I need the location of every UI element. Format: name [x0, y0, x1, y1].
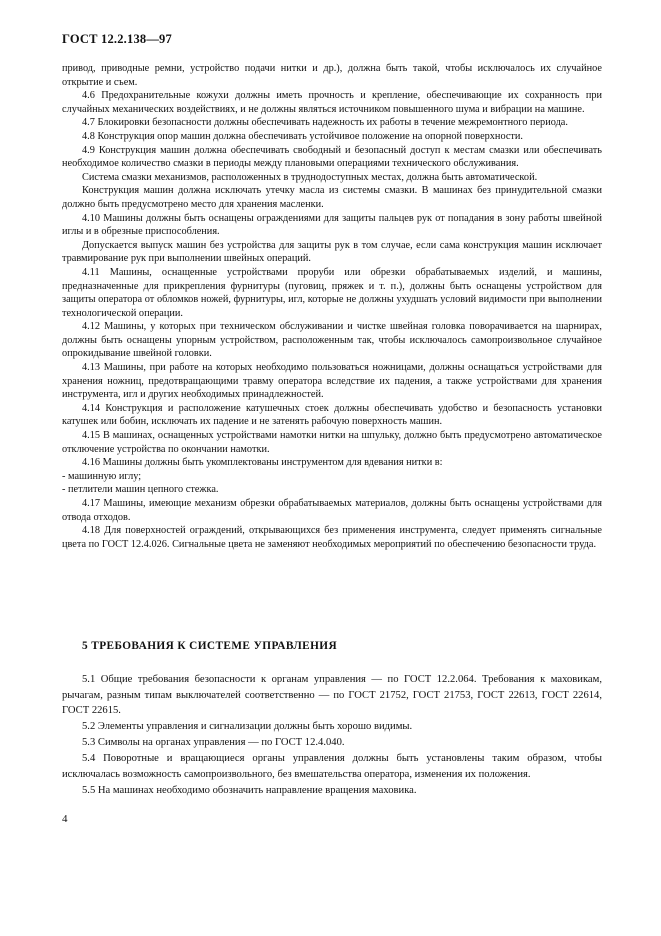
paragraph: 5.3 Символы на органах управления — по ГОСТ 12.4.040. [82, 737, 345, 749]
paragraph: 4.17 Машины, имеющие механизм обрезки обрабатываемых материалов, должны быть оснащены устройствами для отвода отходов. [62, 498, 602, 523]
section-title: 5 ТРЕБОВАНИЯ К СИСТЕМЕ УПРАВЛЕНИЯ [82, 640, 338, 652]
paragraph: 4.14 Конструкция и расположение катушечных стоек должны обеспечивать удобство и безопасность установки катушек или бобин, исключать их падение и не затенять рабочую поверхность машин. [62, 402, 602, 428]
paragraph: 4.15 В машинах, оснащенных устройствами намотки нитки на шпульку, должно быть предусмотрено автоматическое отключение устройства по окончании намотки. [62, 430, 602, 455]
section-5-body [62, 672, 602, 799]
paragraph: 4.6 Предохранительные кожухи должны иметь прочность и крепление, обеспечивающие их сохранность при случайных механических воздействиях, и не должны являться источником повышенного шума и вибрации на машине. [62, 90, 602, 115]
paragraph: привод, приводные ремни, устройство подачи нитки и др.), должна быть такой, чтобы исключалось их случайное открытие и съем. [62, 63, 602, 88]
section-4-body [62, 62, 602, 551]
list-item: - петлители машин цепного стежка. [62, 484, 219, 496]
page-number: 4 [62, 813, 68, 825]
paragraph: 4.9 Конструкция машин должна обеспечивать свободный и безопасный доступ к местам смазки или обеспечивать необходимое количество смазки в периоды между плановыми операциями технического обслуживания. [62, 144, 602, 170]
paragraph: 5.1 Общие требования безопасности к органам управления — по ГОСТ 12.2.064. Требования к маховикам, рычагам, разным типам выключателей соответственно — по ГОСТ 21752, ГОСТ 21753, ГОСТ 22613, ГОСТ 22614, ГОСТ 22615. [62, 674, 602, 717]
paragraph: 4.13 Машины, при работе на которых необходимо пользоваться ножницами, должны оснащаться устройствами для хранения ножниц, предотвращающими травму оператора вследствие их падения, а также устройствами для хранения инструмента, игл и других необходимых принадлежностей. [62, 362, 602, 401]
paragraph: 4.16 Машины должны быть укомплектованы инструментом для вдевания нитки в: [82, 457, 443, 469]
paragraph: 4.12 Машины, у которых при техническом обслуживании и чистке швейная головка поворачивается на шарнирах, должны быть оснащены упорным устройством, расположенным так, чтобы исключалось самопроизвольное случайное опрокидывание швейной головки. [62, 321, 602, 360]
document-header: ГОСТ 12.2.138—97 [62, 32, 172, 46]
paragraph: 4.7 Блокировки безопасности должны обеспечивать надежность их работы в течение межремонтного периода. [82, 117, 568, 129]
paragraph: Допускается выпуск машин без устройства для защиты рук в том случае, если сама конструкция машин исключает травмирование рук при выполнении швейных операций. [62, 239, 602, 265]
paragraph: 5.5 На машинах необходимо обозначить направление вращения маховика. [82, 785, 417, 797]
paragraph: 4.18 Для поверхностей ограждений, открывающихся без применения инструмента, следует применять сигнальные цвета по ГОСТ 12.4.026. Сигнальные цвета не заменяют необходимых мероприятий по обеспечению безопасности труда. [62, 525, 602, 550]
paragraph: 5.2 Элементы управления и сигнализации должны быть хорошо видимы. [82, 721, 413, 733]
paragraph: 5.4 Поворотные и вращающиеся органы управления должны быть установлены таким образом, чтобы исключалась возможность самопроизвольного, без вмешательства оператора, изменения их положения. [62, 753, 602, 781]
paragraph: Система смазки механизмов, расположенных в труднодоступных местах, должна быть автоматической. [82, 171, 538, 183]
paragraph: 4.8 Конструкция опор машин должна обеспечивать устойчивое положение на опорной поверхности. [82, 130, 524, 142]
paragraph: 4.10 Машины должны быть оснащены ограждениями для защиты пальцев рук от попадания в зону работы швейной иглы и в обрезные приспособления. [62, 212, 602, 238]
list-item: - машинную иглу; [62, 470, 142, 482]
paragraph: 4.11 Машины, оснащенные устройствами проруби или обрезки обрабатываемых изделий, и машины, предназначенные для прикрепления фурнитуры (пуговиц, пряжек и т. п.), должны быть оснащены устройством для защиты оператора от обломков ножей, фурнитуры, игл, которые не должны ухудшать условий видимости при выполнении технологической операции. [62, 266, 602, 319]
paragraph: Конструкция машин должна исключать утечку масла из системы смазки. В машинах без принудительной смазки должно быть предусмотрено место для хранения масленки. [62, 185, 602, 210]
